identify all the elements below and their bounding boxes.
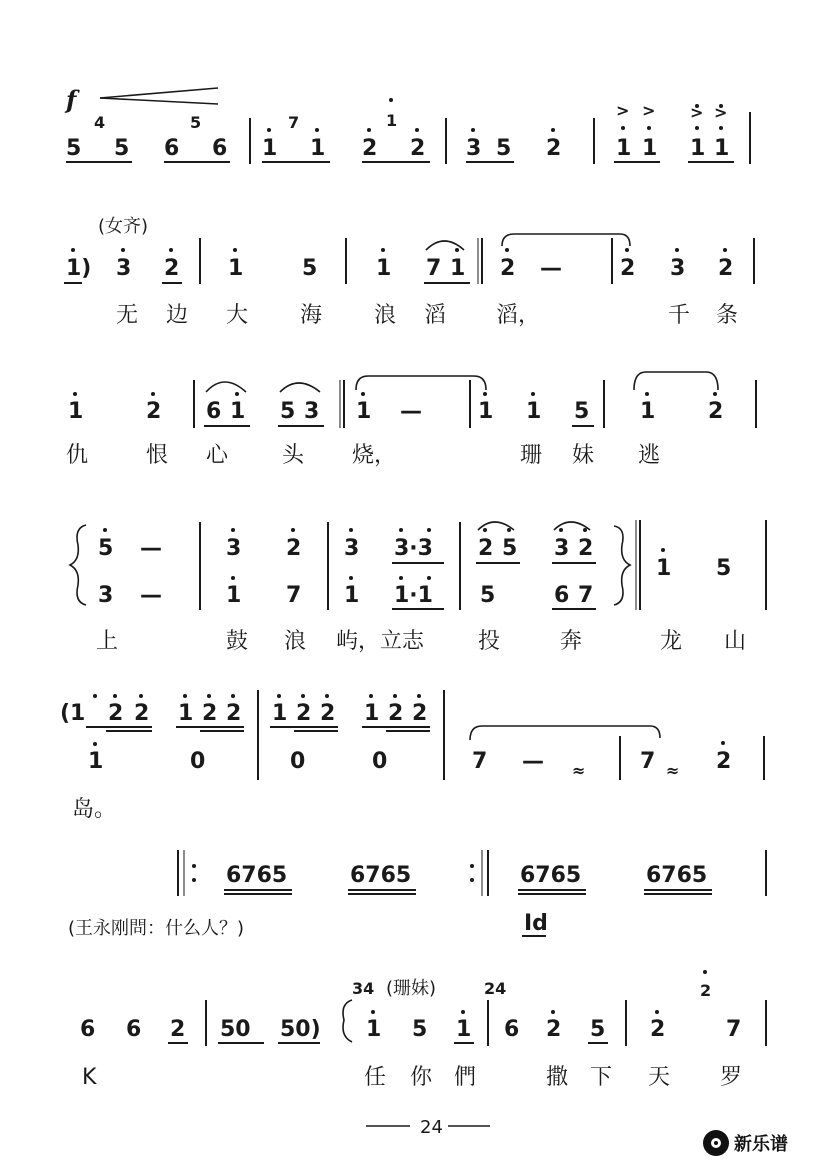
score-line-6	[68, 850, 766, 939]
note: 5	[114, 136, 130, 161]
note: 2	[164, 256, 180, 281]
time-signature: 24	[484, 979, 507, 998]
note: 2	[108, 701, 124, 726]
note: 1	[642, 136, 658, 161]
lyric: 心	[206, 443, 229, 468]
note: 1	[88, 749, 104, 774]
accent-mark: >	[616, 101, 630, 120]
note: 5	[98, 536, 114, 561]
accent-mark: >	[690, 103, 704, 122]
sustain-dash: —	[140, 583, 162, 608]
lyric: 珊	[520, 443, 543, 468]
note: 6	[212, 136, 228, 161]
note: 2	[134, 701, 150, 726]
note: 0	[290, 749, 306, 774]
note: 1	[262, 136, 278, 161]
note: 7	[286, 583, 302, 608]
lyric: 岛。	[72, 797, 117, 822]
note: 5	[302, 256, 318, 281]
score-line-3	[66, 372, 756, 468]
page-number: 24	[420, 1117, 443, 1138]
note: 1	[364, 701, 380, 726]
note: 1	[616, 136, 632, 161]
note: 1)	[66, 256, 92, 281]
note: 1	[68, 399, 84, 424]
note: 2	[546, 1017, 562, 1042]
lyric: 浪	[374, 303, 397, 328]
spoken-dialogue: (王永刚問：什么人？)	[68, 918, 245, 939]
note: 50	[220, 1017, 251, 1042]
grace-note: 4	[94, 113, 106, 132]
note: 5	[716, 556, 732, 581]
note: 5	[66, 136, 82, 161]
note: 2	[716, 749, 732, 774]
note: 2	[296, 701, 312, 726]
note-group: 6765	[350, 863, 412, 888]
score-line-5	[60, 690, 764, 822]
note: 5	[496, 136, 512, 161]
score-line-4	[70, 520, 766, 654]
grace-note: 7	[288, 113, 300, 132]
note: 1	[450, 256, 466, 281]
lyric: 恨	[146, 443, 169, 468]
note: 2	[546, 136, 562, 161]
note: 2	[620, 256, 636, 281]
note: 3	[116, 256, 132, 281]
note: 5	[480, 583, 496, 608]
lyric: 仇	[66, 443, 89, 468]
note: 6	[164, 136, 180, 161]
lyric: 滔	[424, 303, 447, 328]
note: 1	[228, 256, 244, 281]
note: 7	[726, 1017, 742, 1042]
lyric: 們	[454, 1065, 477, 1090]
note: 1·1	[394, 583, 433, 608]
note: 1	[366, 1017, 382, 1042]
note: 7	[472, 749, 488, 774]
note: 3	[226, 536, 242, 561]
voice-brace	[614, 526, 630, 605]
note: 1	[456, 1017, 472, 1042]
lyric: 大	[226, 303, 249, 328]
note: 3	[304, 399, 320, 424]
part-label: (女齐)	[98, 216, 149, 237]
note: 1	[376, 256, 392, 281]
note: 3·3	[394, 536, 433, 561]
note: 2	[146, 399, 162, 424]
note: 1	[356, 399, 372, 424]
note: 3	[466, 136, 482, 161]
note: 6	[504, 1017, 520, 1042]
lyric: 烧，	[352, 443, 397, 468]
note: 1	[178, 701, 194, 726]
note-group: 6765	[226, 863, 288, 888]
note: 1	[310, 136, 326, 161]
lyric: 千	[668, 303, 691, 328]
note: 1	[714, 136, 730, 161]
note-group: 6765	[646, 863, 708, 888]
lyric: 罗	[720, 1065, 743, 1090]
note: 6	[554, 583, 570, 608]
note: 1	[226, 583, 242, 608]
lyric: 山	[724, 629, 747, 654]
note: 5	[412, 1017, 428, 1042]
note: 7	[640, 749, 656, 774]
note: 2	[320, 701, 336, 726]
mark-text: Id	[524, 911, 548, 936]
lyric: 龙	[660, 629, 683, 654]
score-line-2	[64, 216, 754, 328]
lyric: 投	[478, 629, 501, 654]
note: 2	[478, 536, 494, 561]
note: 6	[126, 1017, 142, 1042]
note: 2	[226, 701, 242, 726]
sustain-dash: —	[140, 536, 162, 561]
score-line-7	[80, 970, 766, 1090]
score-line-1	[64, 85, 750, 164]
lyric: 任	[364, 1065, 387, 1090]
note: 6	[80, 1017, 96, 1042]
sustain-dash: —	[540, 256, 562, 281]
note: 5	[502, 536, 518, 561]
note: 2	[170, 1017, 186, 1042]
note: 6	[206, 399, 222, 424]
note: 1	[640, 399, 656, 424]
accent-mark: >	[714, 103, 728, 122]
lyric: 海	[300, 303, 323, 328]
note: 7	[578, 583, 594, 608]
lyric: 你	[410, 1065, 433, 1090]
note: 1	[344, 583, 360, 608]
note: 2	[388, 701, 404, 726]
note: 2	[578, 536, 594, 561]
logo-text: 新乐谱	[734, 1134, 788, 1155]
note: 1	[230, 399, 246, 424]
grace-note: 1	[386, 111, 398, 130]
note: (1	[60, 701, 86, 726]
note: 2	[362, 136, 378, 161]
note: 1	[478, 399, 494, 424]
note: 2	[202, 701, 218, 726]
note: 50)	[280, 1017, 321, 1042]
note: 2	[708, 399, 724, 424]
note: 3	[98, 583, 114, 608]
tremolo-mark: ≈	[666, 761, 680, 780]
note: 5	[590, 1017, 606, 1042]
note-group: 6765	[520, 863, 582, 888]
lyric: K	[82, 1065, 97, 1090]
page-footer	[366, 1117, 490, 1138]
lyric: 滔，	[496, 303, 541, 328]
note: 2	[412, 701, 428, 726]
grace-note: 5	[190, 113, 202, 132]
lyric: 条	[716, 303, 739, 328]
note: 1	[690, 136, 706, 161]
lyric: 下	[590, 1065, 613, 1090]
lyric: 浪	[284, 629, 307, 654]
lyric: 奔	[560, 629, 583, 654]
lyric: 边	[166, 303, 189, 328]
lyric: 无	[116, 303, 139, 328]
note: 2	[410, 136, 426, 161]
grace-note: 2	[700, 981, 712, 1000]
lyric: 鼓	[226, 629, 249, 654]
note: 2	[286, 536, 302, 561]
sustain-dash: —	[522, 749, 544, 774]
note: 0	[372, 749, 388, 774]
lyric: 上	[96, 629, 119, 654]
note: 1	[526, 399, 542, 424]
voice-brace	[70, 525, 86, 605]
note: 1	[656, 556, 672, 581]
note: 7	[426, 256, 442, 281]
dynamic-forte: f	[66, 85, 77, 114]
lyric: 屿，立志	[336, 629, 425, 654]
lyric: 头	[282, 443, 305, 468]
sustain-dash: —	[400, 399, 422, 424]
lyric: 天	[648, 1065, 671, 1090]
note: 0	[190, 749, 206, 774]
site-logo	[703, 1130, 788, 1156]
note: 2	[650, 1017, 666, 1042]
note: 1	[272, 701, 288, 726]
note: 3	[670, 256, 686, 281]
time-signature: 34	[352, 979, 375, 998]
tremolo-mark: ≈	[572, 761, 586, 780]
note: 2	[500, 256, 516, 281]
note: 3	[344, 536, 360, 561]
lyric: 撒	[546, 1065, 569, 1090]
note: 5	[280, 399, 296, 424]
note: 5	[574, 399, 590, 424]
note: 2	[718, 256, 734, 281]
lyric: 逃	[638, 443, 661, 468]
part-label: (珊妹)	[386, 978, 437, 999]
lyric: 妹	[572, 443, 595, 468]
accent-mark: >	[642, 101, 656, 120]
note: 3	[554, 536, 570, 561]
